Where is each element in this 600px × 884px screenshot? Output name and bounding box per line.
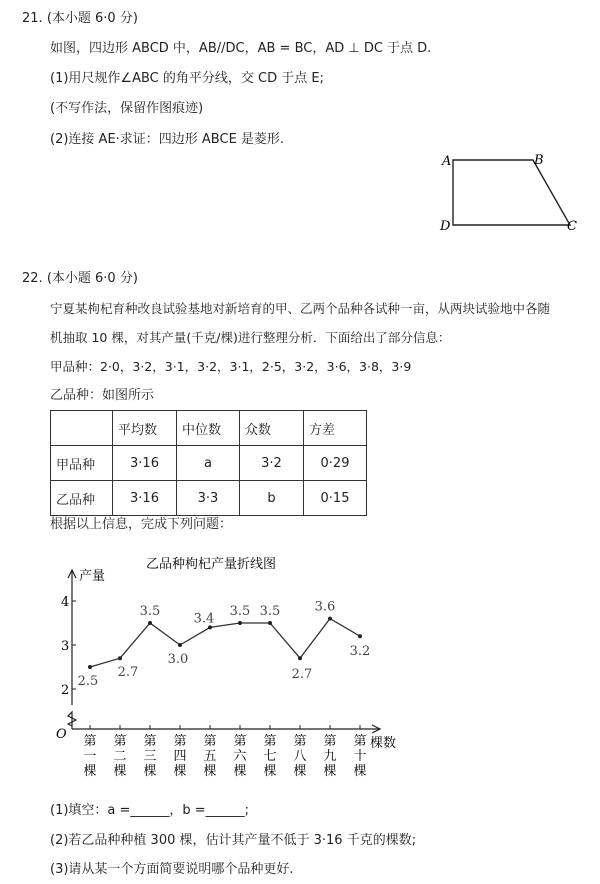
x-tick-label: 第七棵 xyxy=(263,734,277,779)
table-row xyxy=(51,481,367,516)
data-point xyxy=(148,621,152,625)
x-tick-label: 第六棵 xyxy=(233,734,247,779)
data-label: 2.7 xyxy=(291,667,313,683)
table-cell xyxy=(51,411,113,446)
series-line xyxy=(90,619,360,667)
q21-score: (本小题 6·0 分) xyxy=(46,11,138,26)
q22-header xyxy=(22,270,138,288)
y-tick-label: 3 xyxy=(61,639,70,654)
data-point xyxy=(298,656,302,660)
y-axis-label: 产量 xyxy=(79,569,106,584)
table-cell: 3·16 xyxy=(113,446,177,481)
origin-label: O xyxy=(56,727,67,742)
q22-number: 22. xyxy=(22,271,43,286)
q22-yi-label: 乙品种：如图所示 xyxy=(50,388,155,403)
x-tick-label: 第二棵 xyxy=(113,734,127,779)
data-point xyxy=(268,621,272,625)
table-cell: 0·29 xyxy=(304,446,367,481)
yield-line-chart xyxy=(0,540,600,790)
table-row xyxy=(51,446,367,481)
x-tick-label: 第八棵 xyxy=(293,734,307,779)
table-row-label: 甲品种 xyxy=(51,446,113,481)
table-cell: 3·3 xyxy=(177,481,240,516)
vertex-label-b: B xyxy=(534,153,544,168)
data-label: 3.5 xyxy=(229,604,251,619)
data-label: 3.2 xyxy=(349,644,371,660)
q21-part1: (1)用尺规作∠ABC 的角平分线，交 CD 于点 E; xyxy=(50,71,324,86)
x-tick-label: 第四棵 xyxy=(173,734,187,779)
q21-part1-note: (不写作法，保留作图痕迹) xyxy=(50,101,204,116)
statistics-table xyxy=(50,410,367,516)
chart-title: 乙品种枸杞产量折线图 xyxy=(145,557,277,572)
table-cell: 0·15 xyxy=(304,481,367,516)
y-tick-label: 4 xyxy=(61,595,70,610)
table-cell: b xyxy=(240,481,304,516)
x-tick-label: 第十棵 xyxy=(353,734,367,779)
data-label: 2.5 xyxy=(77,674,99,689)
q21-part2: (2)连接 AE·求证：四边形 ABCE 是菱形. xyxy=(50,132,285,147)
table-header-median: 中位数 xyxy=(177,411,240,446)
table-header-mean: 平均数 xyxy=(113,411,177,446)
data-label: 2.7 xyxy=(117,665,139,681)
x-tick-label: 第一棵 xyxy=(83,734,97,779)
data-point xyxy=(328,617,332,621)
table-header-variance: 方差 xyxy=(304,411,367,446)
q22-jia-data: 甲品种：2·0，3·2，3·1，3·2，3·1，2·5，3·2，3·6，3·8，3·9 xyxy=(50,359,412,374)
q21-stem: 如图，四边形 ABCD 中，AB//DC，AB = BC，AD ⊥ DC 于点 D. xyxy=(50,41,432,56)
q21-number: 21. xyxy=(22,11,43,26)
q22-score: (本小题 6·0 分) xyxy=(46,271,138,286)
vertex-label-c: C xyxy=(567,219,577,234)
x-tick-label: 第三棵 xyxy=(143,734,157,779)
data-point xyxy=(358,634,362,638)
table-cell: 3·16 xyxy=(113,481,177,516)
table-header-row xyxy=(51,411,367,446)
data-point xyxy=(238,621,242,625)
table-header-mode: 众数 xyxy=(240,411,304,446)
q22-question3: (3)请从某一个方面简要说明哪个品种更好. xyxy=(50,862,294,877)
data-label: 3.5 xyxy=(259,604,281,619)
data-point xyxy=(88,665,92,669)
data-point xyxy=(178,643,182,647)
q21-trapezoid-figure xyxy=(430,145,590,240)
q22-stem-line1: 宁夏某枸杞育种改良试验基地对新培育的甲、乙两个品种各试种一亩，从两块试验地中各随 xyxy=(50,301,551,316)
vertex-label-a: A xyxy=(442,154,452,169)
vertex-label-d: D xyxy=(440,219,451,234)
trapezoid-abcd xyxy=(453,160,570,225)
q21-header xyxy=(22,10,138,28)
table-row-label: 乙品种 xyxy=(51,481,113,516)
y-tick-label: 2 xyxy=(61,683,70,698)
q22-stem-line2: 机抽取 10 棵，对其产量(千克/棵)进行整理分析．下面给出了部分信息： xyxy=(50,330,451,345)
q22-question1: (1)填空：a =______，b =______; xyxy=(50,803,250,818)
data-label: 3.4 xyxy=(193,611,215,627)
data-label: 3.5 xyxy=(139,604,161,619)
q22-instruction: 根据以上信息，完成下列问题： xyxy=(50,517,233,532)
x-tick-label: 第五棵 xyxy=(203,734,217,779)
data-label: 3.6 xyxy=(314,599,336,615)
q22-question2: (2)若乙品种种植 300 棵，估计其产量不低于 3·16 千克的棵数; xyxy=(50,833,417,848)
data-label: 3.0 xyxy=(167,652,189,667)
data-point xyxy=(118,656,122,660)
table-cell: a xyxy=(177,446,240,481)
table-cell: 3·2 xyxy=(240,446,304,481)
x-tick-label: 第九棵 xyxy=(323,734,337,779)
x-axis-label: 棵数 xyxy=(370,736,397,751)
